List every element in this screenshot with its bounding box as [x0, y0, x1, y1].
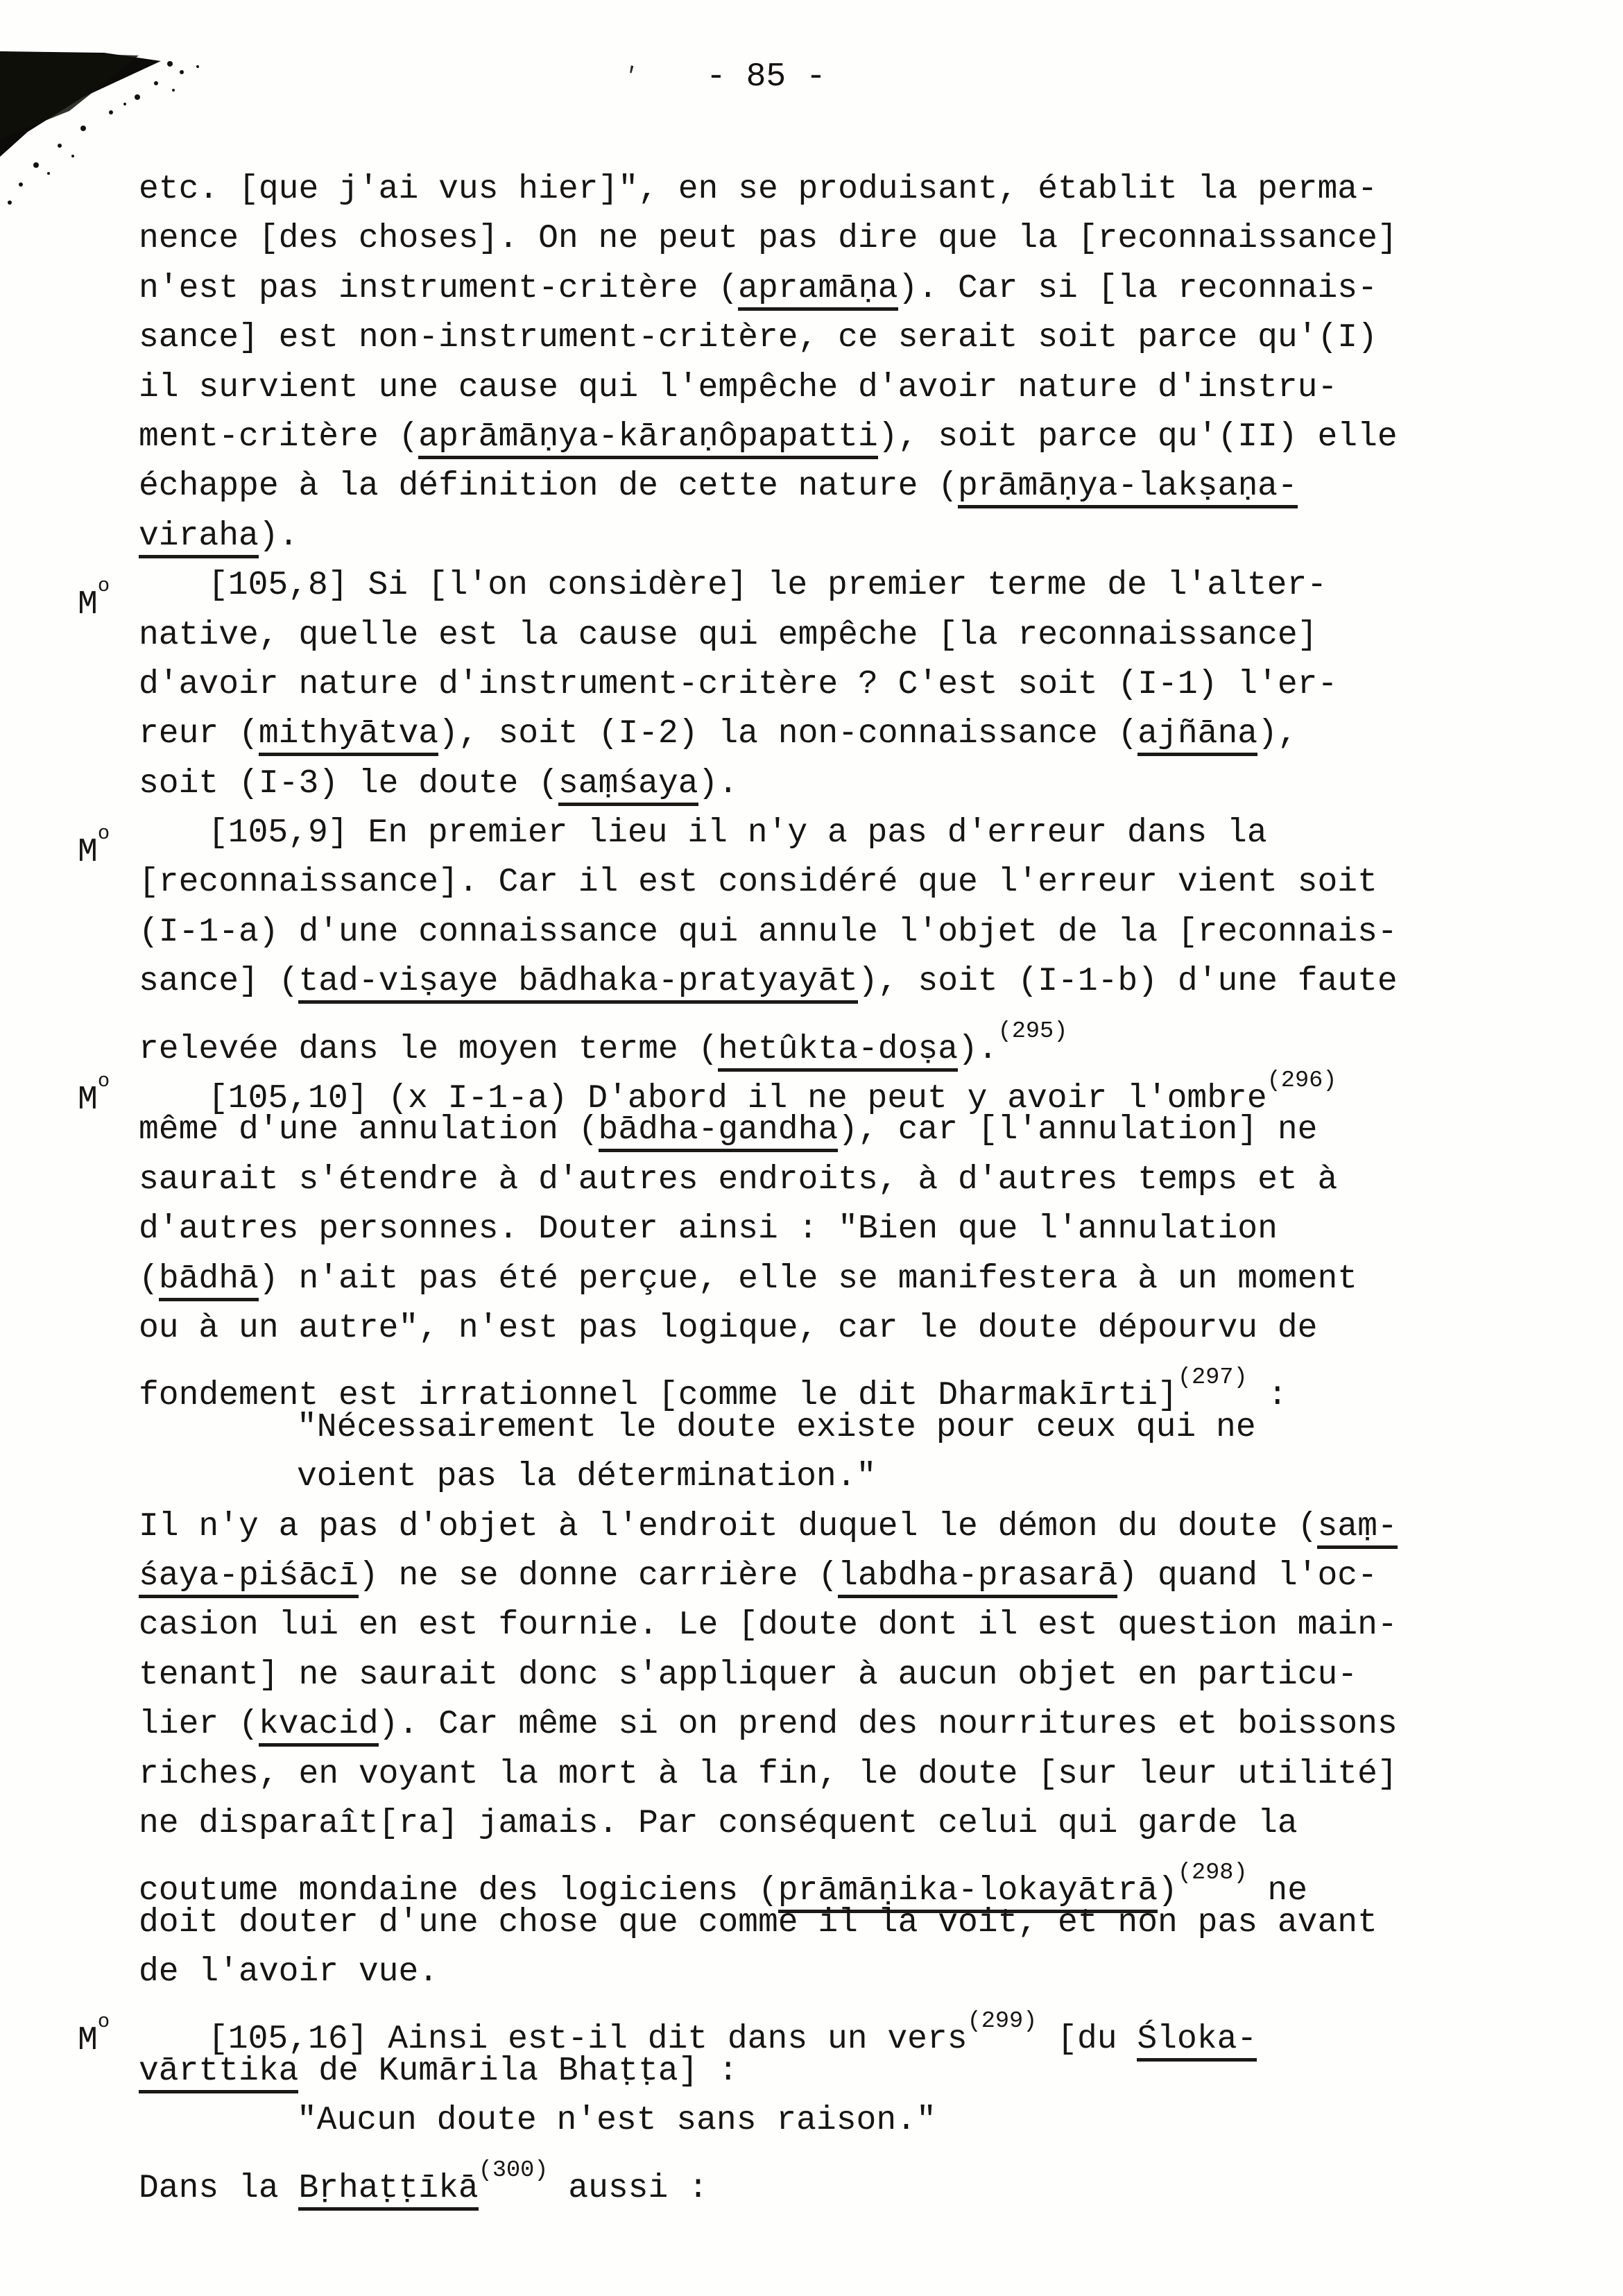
text-run: [reconnaissance]. Car il est considéré que l'erreur vient soit — [139, 864, 1377, 902]
underlined-term: viraha — [139, 517, 259, 558]
underlined-term: apramāṇa — [738, 270, 898, 311]
text-run: [105,10] (x I-1-a) D'abord il ne peut y avoir l'ombre — [208, 1080, 1267, 1118]
underlined-term: Bṛhaṭṭīkā — [298, 2170, 478, 2211]
text-line — [139, 1255, 1463, 1304]
text-line — [78, 1056, 1463, 1120]
text-line — [139, 710, 1463, 759]
text-line — [139, 2096, 1463, 2145]
underlined-term: mithyātva — [259, 715, 438, 756]
text-run: fondement est irrationnel [comme le dit Dharmakīrti] — [139, 1377, 1178, 1415]
text-run: relevée dans le moyen terme ( — [139, 1030, 719, 1068]
underlined-term: tad-viṣaye bādhaka-pratyayāt — [298, 963, 858, 1004]
text-line — [139, 1700, 1463, 1749]
text-run: casion lui en est fournie. Le [doute dont il est question main- — [139, 1607, 1398, 1645]
text-run: saurait s'étendre à d'autres endroits, à d'autres temps et à — [139, 1160, 1338, 1199]
text-line — [78, 561, 1463, 624]
text-line — [139, 413, 1463, 462]
text-line — [139, 1502, 1463, 1552]
text-run: Dans la — [139, 2169, 299, 2207]
text-run: riches, en voyant la mort à la fin, le doute [sur leur utilité] — [139, 1755, 1398, 1793]
text-run: d'avoir nature d'instrument-critère ? C'est soit (I-1) l'er- — [139, 665, 1338, 703]
page-number: - 85 - — [706, 58, 826, 96]
text-line — [139, 1552, 1463, 1601]
text-line — [139, 760, 1463, 809]
text-run: soit (I-3) le doute ( — [139, 764, 558, 803]
text-run: ) — [1158, 1872, 1178, 1910]
underlined-term: saṃ- — [1317, 1508, 1397, 1549]
footnote-ref: (297) — [1177, 1364, 1248, 1391]
text-run: de l'avoir vue. — [139, 1953, 439, 1991]
underlined-term: kvacid — [259, 1706, 379, 1747]
text-line — [139, 1304, 1463, 1353]
text-line — [78, 1997, 1463, 2060]
margin-marker: $M^o$ — [78, 2010, 110, 2060]
text-line — [139, 660, 1463, 710]
text-line — [139, 957, 1463, 1006]
footnote-ref: (299) — [967, 2008, 1038, 2035]
text-run: (I-1-a) d'une connaissance qui annule l'objet de la [reconnais- — [139, 913, 1398, 951]
text-line — [139, 1007, 1463, 1068]
underlined-term: Śloka- — [1137, 2021, 1257, 2062]
text-line — [139, 462, 1463, 511]
text-run: ), car [l'annulation] ne — [838, 1111, 1318, 1149]
text-run: coutume mondaine des logiciens ( — [139, 1872, 778, 1910]
underlined-term: aprāmāṇya-kāraṇôpapatti — [418, 418, 878, 459]
text-line — [139, 2146, 1463, 2207]
text-run: : — [1247, 1377, 1288, 1415]
text-run: [du — [1037, 2021, 1137, 2059]
text-run: sance] est non-instrument-critère, ce serait soit parce qu'(I) — [139, 319, 1377, 357]
text-run: ). Car même si on prend des nourritures et boissons — [378, 1706, 1398, 1744]
text-run: même d'une annulation ( — [139, 1111, 599, 1149]
text-run: ), — [1257, 715, 1298, 753]
margin-marker: $M^o$ — [78, 574, 110, 624]
text-line — [139, 1403, 1463, 1453]
text-line — [139, 1750, 1463, 1799]
text-run: ). Car si [la reconnais- — [898, 269, 1377, 307]
text-run: doit douter d'une chose que comme il la voit, et non pas avant — [139, 1903, 1377, 1942]
text-run: [105,16] Ainsi est-il dit dans un vers — [208, 2021, 968, 2059]
text-run: aussi : — [548, 2169, 708, 2207]
text-run: native, quelle est la cause qui empêche [la reconnaissance] — [139, 616, 1318, 654]
text-line — [139, 264, 1463, 314]
text-run: etc. [que j'ai vus hier]", en se produisant, établit la perma- — [139, 171, 1377, 208]
underlined-term: bādha-gandha — [599, 1111, 839, 1152]
text-run: ). — [958, 1030, 998, 1068]
text-run: [105,8] Si [l'on considère] le premier terme de l'alter- — [208, 567, 1328, 605]
text-line — [139, 314, 1463, 363]
text-line — [139, 1601, 1463, 1650]
margin-marker: $M^o$ — [78, 1070, 110, 1120]
text-run: ment-critère ( — [139, 418, 419, 456]
text-run: "Aucun doute n'est sans raison." — [297, 2102, 936, 2140]
text-line — [139, 1899, 1463, 1948]
underlined-term: hetûkta-doṣa — [718, 1031, 958, 1072]
text-run: ne — [1247, 1872, 1308, 1910]
text-run: ), soit (I-1-b) d'une faute — [857, 963, 1398, 1001]
text-line — [139, 1156, 1463, 1205]
text-line — [139, 858, 1463, 907]
footnote-ref: (298) — [1177, 1860, 1248, 1887]
text-line — [139, 1453, 1463, 1502]
underlined-term: vārttika — [139, 2053, 298, 2093]
text-lines — [78, 165, 1463, 2207]
margin-marker: $M^o$ — [78, 822, 110, 872]
text-run: sance] ( — [139, 963, 299, 1001]
text-run: ). — [258, 517, 299, 555]
text-run: ), soit (I-2) la non-connaissance ( — [438, 715, 1138, 753]
text-run: reur ( — [139, 715, 259, 753]
text-run: ( — [139, 1260, 159, 1298]
text-run: Il n'y a pas d'objet à l'endroit duquel le démon du doute ( — [139, 1507, 1318, 1545]
text-run: [105,9] En premier lieu il n'y a pas d'erreur dans la — [208, 814, 1267, 853]
text-line — [139, 363, 1463, 413]
text-run: ou à un autre", n'est pas logique, car le doute dépourvu de — [139, 1309, 1318, 1347]
text-run: ), soit parce qu'(II) elle — [877, 418, 1398, 456]
text-run: ). — [698, 764, 739, 803]
footnote-ref: (300) — [478, 2157, 549, 2184]
text-line — [139, 1651, 1463, 1700]
text-run: ) n'ait pas été perçue, elle se manifestera à un moment — [258, 1260, 1358, 1298]
text-run: lier ( — [139, 1706, 259, 1744]
text-run: ) ne se donne carrière ( — [358, 1557, 839, 1595]
underlined-term: saṃśaya — [558, 765, 698, 806]
ink-speck: ' — [620, 62, 640, 92]
text-line — [139, 1849, 1463, 1910]
text-line — [139, 214, 1463, 264]
underlined-term: prāmāṇika-lokayātrā — [778, 1872, 1158, 1913]
text-line — [139, 1106, 1463, 1155]
text-line — [139, 1353, 1463, 1415]
text-run: nence [des choses]. On ne peut pas dire que la [reconnaissance] — [139, 220, 1398, 258]
underlined-term: ajñāna — [1137, 715, 1257, 756]
text-line — [139, 2047, 1463, 2096]
text-line — [139, 165, 1463, 214]
text-line — [139, 1205, 1463, 1254]
text-line — [139, 611, 1463, 660]
underlined-term: śaya-piśācī — [139, 1557, 359, 1598]
text-line — [78, 809, 1463, 872]
text-run: de Kumārila Bhaṭṭa] : — [298, 2052, 739, 2090]
text-line — [139, 512, 1463, 561]
underlined-term: prāmāṇya-lakṣaṇa- — [958, 468, 1298, 508]
text-line — [139, 1948, 1463, 1997]
text-run: ne disparaît[ra] jamais. Par conséquent celui qui garde la — [139, 1804, 1298, 1842]
text-run: n'est pas instrument-critère ( — [139, 269, 739, 307]
text-run: d'autres personnes. Douter ainsi : "Bien que l'annulation — [139, 1210, 1278, 1249]
footnote-ref: (295) — [997, 1018, 1068, 1045]
text-run: "Nécessairement le doute existe pour ceux qui ne — [297, 1408, 1256, 1446]
footnote-ref: (296) — [1266, 1068, 1337, 1095]
underlined-term: labdha-prasarā — [838, 1557, 1117, 1598]
underlined-term: bādhā — [159, 1260, 259, 1301]
text-run: ) quand l'oc- — [1117, 1557, 1377, 1595]
text-run: tenant] ne saurait donc s'appliquer à aucun objet en particu- — [139, 1656, 1358, 1694]
text-line — [139, 1799, 1463, 1849]
text-line — [139, 908, 1463, 957]
text-run: il survient une cause qui l'empêche d'avoir nature d'instru- — [139, 368, 1338, 406]
text-run: voient pas la détermination." — [297, 1458, 877, 1496]
text-run: échappe à la définition de cette nature ( — [139, 468, 958, 506]
